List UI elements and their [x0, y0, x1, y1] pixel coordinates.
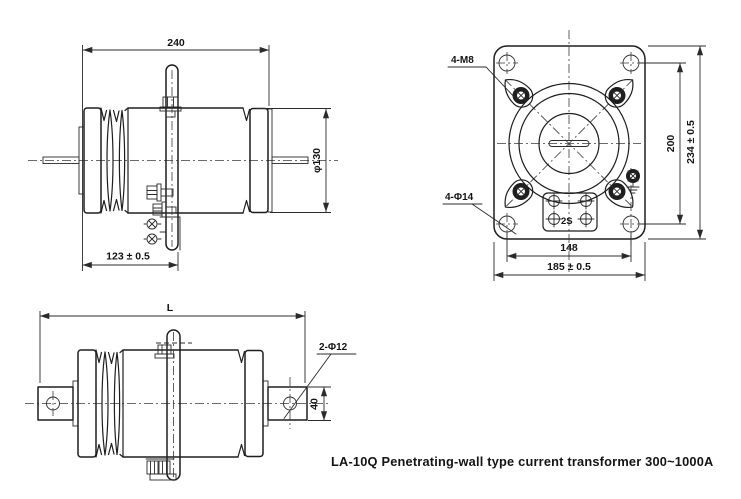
dim-hole-pitch-vertical [640, 63, 686, 224]
terminal-bolts [146, 459, 176, 480]
label-mounting-holes: 4-Φ14 [445, 192, 474, 203]
ground-bolt-icon [626, 169, 640, 193]
dim-label-overall-width: 240 [167, 37, 185, 49]
dim-label-overall-length: L [166, 302, 174, 314]
dim-label-hole-pitch-vertical: 200 [665, 134, 677, 153]
label-bus-bar-holes: 2-Φ12 [319, 342, 348, 353]
dim-overall-height [648, 46, 706, 239]
dim-flange-offset [83, 251, 179, 272]
label-thread-holes: 4-M8 [451, 55, 474, 66]
terminal-block [543, 193, 597, 231]
dim-label-flange-offset: 123 ± 0.5 [106, 250, 150, 263]
shed-notch [243, 108, 250, 213]
dim-label-overall-width-front: 185 ± 0.5 [547, 261, 591, 273]
terminal-bracket [160, 217, 180, 250]
dim-overall-length [40, 302, 305, 383]
dim-label-overall-height: 234 ± 0.5 [685, 120, 697, 164]
bolt-icon [155, 345, 174, 358]
side-view [28, 37, 338, 271]
length-view [25, 302, 356, 480]
dim-label-bus-bar-width: 40 [308, 398, 321, 410]
dim-overall-width [83, 37, 270, 271]
terminal-marking-label: 2S [561, 216, 573, 227]
front-view [443, 30, 706, 281]
dim-label-diameter: φ130 [311, 147, 323, 174]
terminal-bolts [144, 184, 180, 250]
drawing-caption: LA-10Q Penetrating-wall type current transformer 300~1000A [331, 454, 714, 469]
dim-label-hole-pitch-horizontal: 148 [560, 242, 578, 254]
